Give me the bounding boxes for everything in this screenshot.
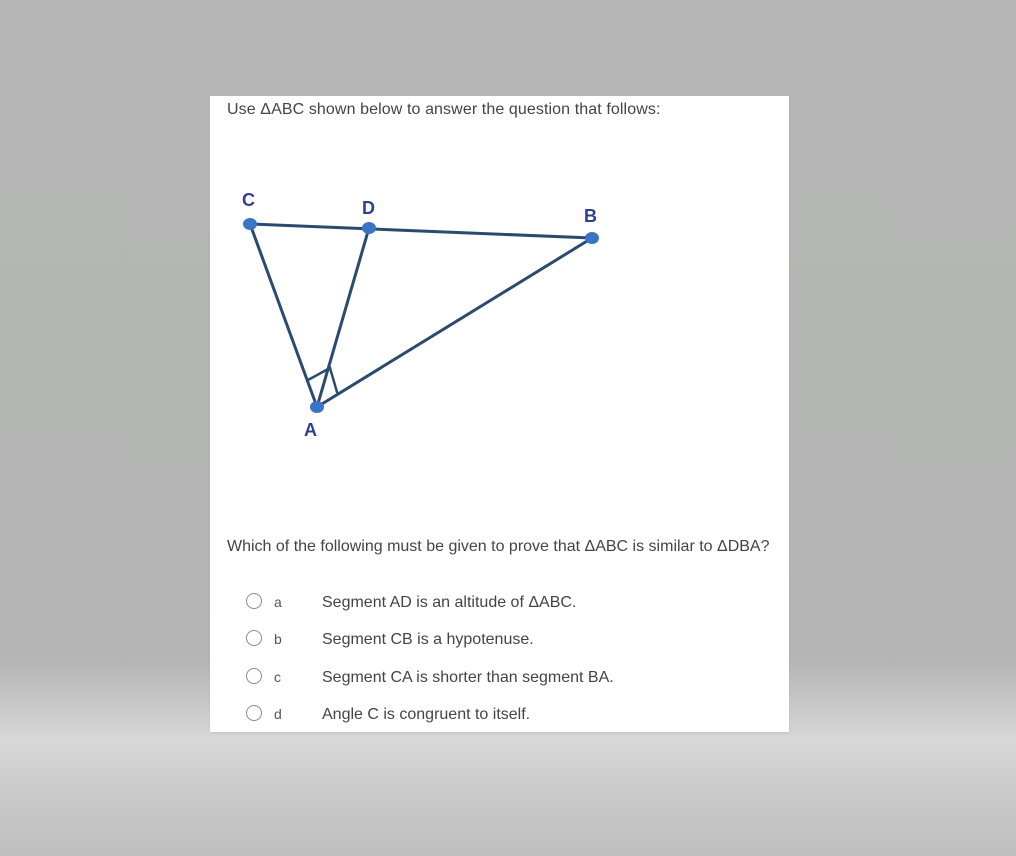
label-c: C [242,190,255,210]
option-d[interactable] [210,702,789,732]
option-text: Segment CA is shorter than segment BA. [322,669,614,686]
point-d [362,222,376,234]
option-text: Segment CB is a hypotenuse. [322,631,534,648]
option-text: Angle C is congruent to itself. [322,706,531,723]
point-c [243,218,257,230]
option-letter: b [274,631,282,647]
triangle-figure [232,184,612,444]
option-letter: c [274,669,281,685]
label-a: A [304,420,317,440]
question-card [210,96,789,732]
label-b: B [584,206,597,226]
option-letter: d [274,706,282,722]
label-d: D [362,198,375,218]
radio-b[interactable] [246,630,262,646]
option-letter: a [274,594,282,610]
question-prompt: Use ΔABC shown below to answer the question that follows: [227,101,661,118]
radio-d[interactable] [246,705,262,721]
radio-a[interactable] [246,593,262,609]
option-b[interactable] [210,627,789,657]
segment-cb [250,224,592,238]
point-a [310,401,324,413]
option-a[interactable] [210,590,789,620]
option-text: Segment AD is an altitude of ΔABC. [322,594,577,611]
option-c[interactable] [210,665,789,695]
point-b [585,232,599,244]
question-text: Which of the following must be given to prove that ΔABC is similar to ΔDBA? [227,538,770,555]
radio-c[interactable] [246,668,262,684]
